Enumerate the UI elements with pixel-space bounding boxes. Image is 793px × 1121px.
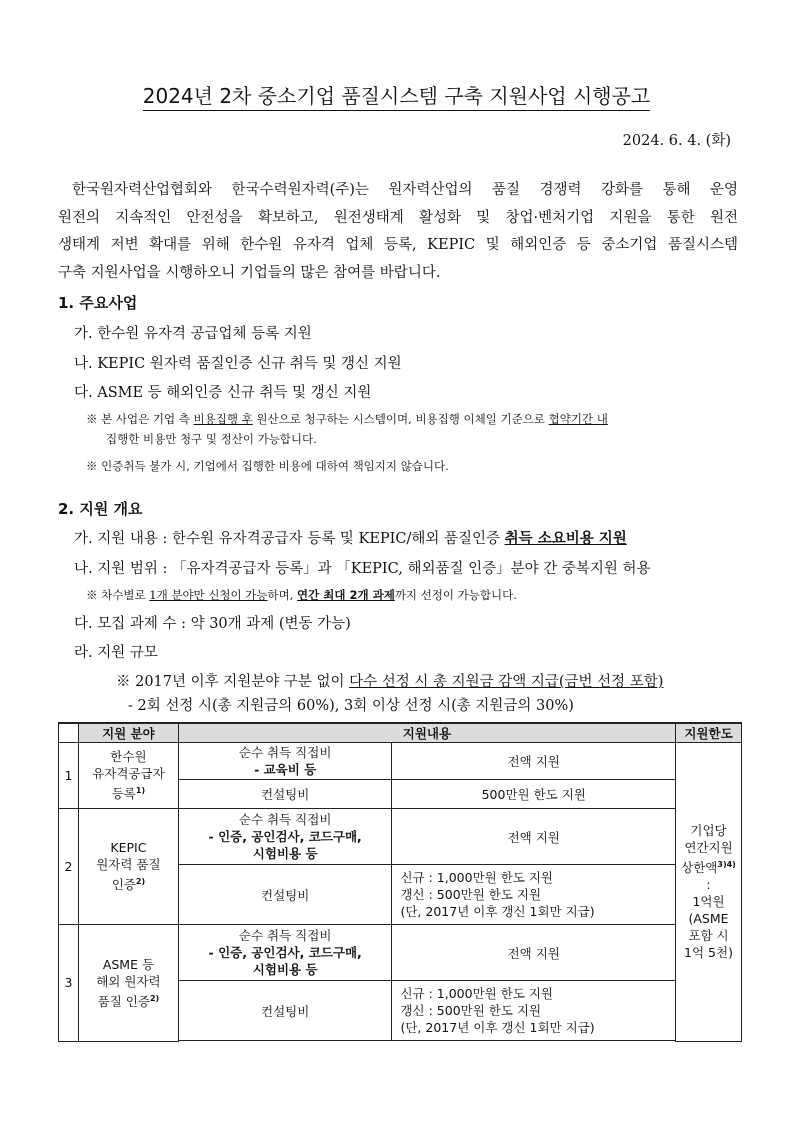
consult-support: 신규 : 1,000만원 한도 지원 갱신 : 500만원 한도 지원 (단, 2017년 이후 갱신 1회만 지급): [392, 981, 676, 1041]
section-1-item: 나. KEPIC 원자력 품질인증 신규 취득 및 갱신 지원: [74, 356, 402, 372]
intro-line: 한국원자력산업협회와 한국수력원자력(주)는 원자력산업의 품질 경쟁력 강화를 통해 운영: [72, 182, 738, 198]
section-1-note-1: ※ 본 사업은 기업 측 비용집행 후 원산으로 청구하는 시스템이며, 비용집행 이체일 기준으로 협약기간 내: [86, 412, 608, 426]
section-1-heading: 1. 주요사업: [58, 294, 138, 312]
direct-support: 전액 지원: [392, 743, 676, 780]
section-2-item-c: 다. 모집 과제 수 : 약 30개 과제 (변동 가능): [74, 616, 351, 632]
support-table: [58, 722, 742, 1042]
table-row: [59, 809, 742, 865]
table-spacer: [178, 1041, 675, 1042]
support-scale-sub: - 2회 선정 시(총 지원금의 60%), 3회 이상 선정 시(총 지원금의 30%): [128, 698, 574, 714]
table-row: [59, 743, 742, 780]
section-1-note-1-cont: 집행한 비용만 청구 및 정산이 가능합니다.: [106, 432, 317, 446]
row-number: 3: [59, 925, 79, 1042]
section-2-heading: 2. 지원 개요: [58, 500, 143, 518]
section-2-note-b: ※ 차수별로 1개 분야만 신청이 가능하며, 연간 최대 2개 과제까지 선정이 가능합니다.: [86, 588, 517, 602]
announcement-date: 2024. 6. 4. (화): [622, 133, 731, 149]
table-header-no: [59, 723, 79, 743]
consult-cost: 컨설팅비: [178, 981, 392, 1041]
table-header-row: [59, 723, 742, 743]
table-header-field: 지원 분야: [78, 723, 178, 743]
section-2-item-a: 가. 지원 내용 : 한수원 유자격공급자 등록 및 KEPIC/해외 품질인증 취득 소요비용 지원: [74, 531, 627, 547]
table-row: [59, 925, 742, 981]
support-limit: 기업당 연간지원 상한액$^{3)4)}$ : 1억원 (ASME 포함 시 1억 5천): [676, 743, 742, 1042]
consult-support: 500만원 한도 지원: [392, 780, 676, 809]
intro-line: 원전의 지속적인 안전성을 확보하고, 원전생태계 활성화 및 창업·벤처기업 지원을 통한 원전: [58, 209, 738, 226]
page-title: 2024년 2차 중소기업 품질시스템 구축 지원사업 시행공고: [0, 80, 793, 109]
direct-cost: 순수 취득 직접비 - 인증, 공인검사, 코드구매, 시험비용 등: [178, 809, 392, 865]
support-field: 한수원 유자격공급자 등록$^{1)}$: [78, 743, 178, 809]
direct-cost: 순수 취득 직접비 - 인증, 공인검사, 코드구매, 시험비용 등: [178, 925, 392, 981]
intro-paragraph: [58, 177, 738, 287]
direct-support: 전액 지원: [392, 925, 676, 981]
section-1-item: 다. ASME 등 해외인증 신규 취득 및 갱신 지원: [74, 385, 372, 401]
support-field: KEPIC 원자력 품질 인증$^{2)}$: [78, 809, 178, 925]
table-header-content: 지원내용: [178, 723, 675, 743]
section-1-item: 가. 한수원 유자격 공급업체 등록 지원: [74, 326, 312, 342]
direct-support: 전액 지원: [392, 809, 676, 865]
support-scale-note: ※ 2017년 이후 지원분야 구분 없이 다수 선정 시 총 지원금 감액 지급(금번 선정 포함): [116, 674, 664, 690]
row-number: 2: [59, 809, 79, 925]
direct-cost: 순수 취득 직접비 - 교육비 등: [178, 743, 392, 780]
consult-support: 신규 : 1,000만원 한도 지원 갱신 : 500만원 한도 지원 (단, 2017년 이후 갱신 1회만 지급): [392, 865, 676, 925]
section-1-note-2: ※ 인증취득 불가 시, 기업에서 집행한 비용에 대하여 책임지지 않습니다.: [86, 459, 449, 473]
consult-cost: 컨설팅비: [178, 865, 392, 925]
intro-line: 구축 지원사업을 시행하오니 기업들의 많은 참여를 바랍니다.: [58, 264, 441, 281]
table-header-limit: 지원한도: [676, 723, 742, 743]
section-2-item-d: 라. 지원 규모: [74, 645, 158, 661]
support-field: ASME 등 해외 원자력 품질 인증$^{2)}$: [78, 925, 178, 1042]
intro-line: 생태계 저변 확대를 위해 한수원 유자격 업체 등록, KEPIC 및 해외인증 등 중소기업 품질시스템: [58, 237, 738, 253]
row-number: 1: [59, 743, 79, 809]
consult-cost: 컨설팅비: [178, 780, 392, 809]
section-2-item-b: 나. 지원 범위 : 「유자격공급자 등록」과 「KEPIC, 해외품질 인증」분야 간 중복지원 허용: [74, 561, 651, 577]
